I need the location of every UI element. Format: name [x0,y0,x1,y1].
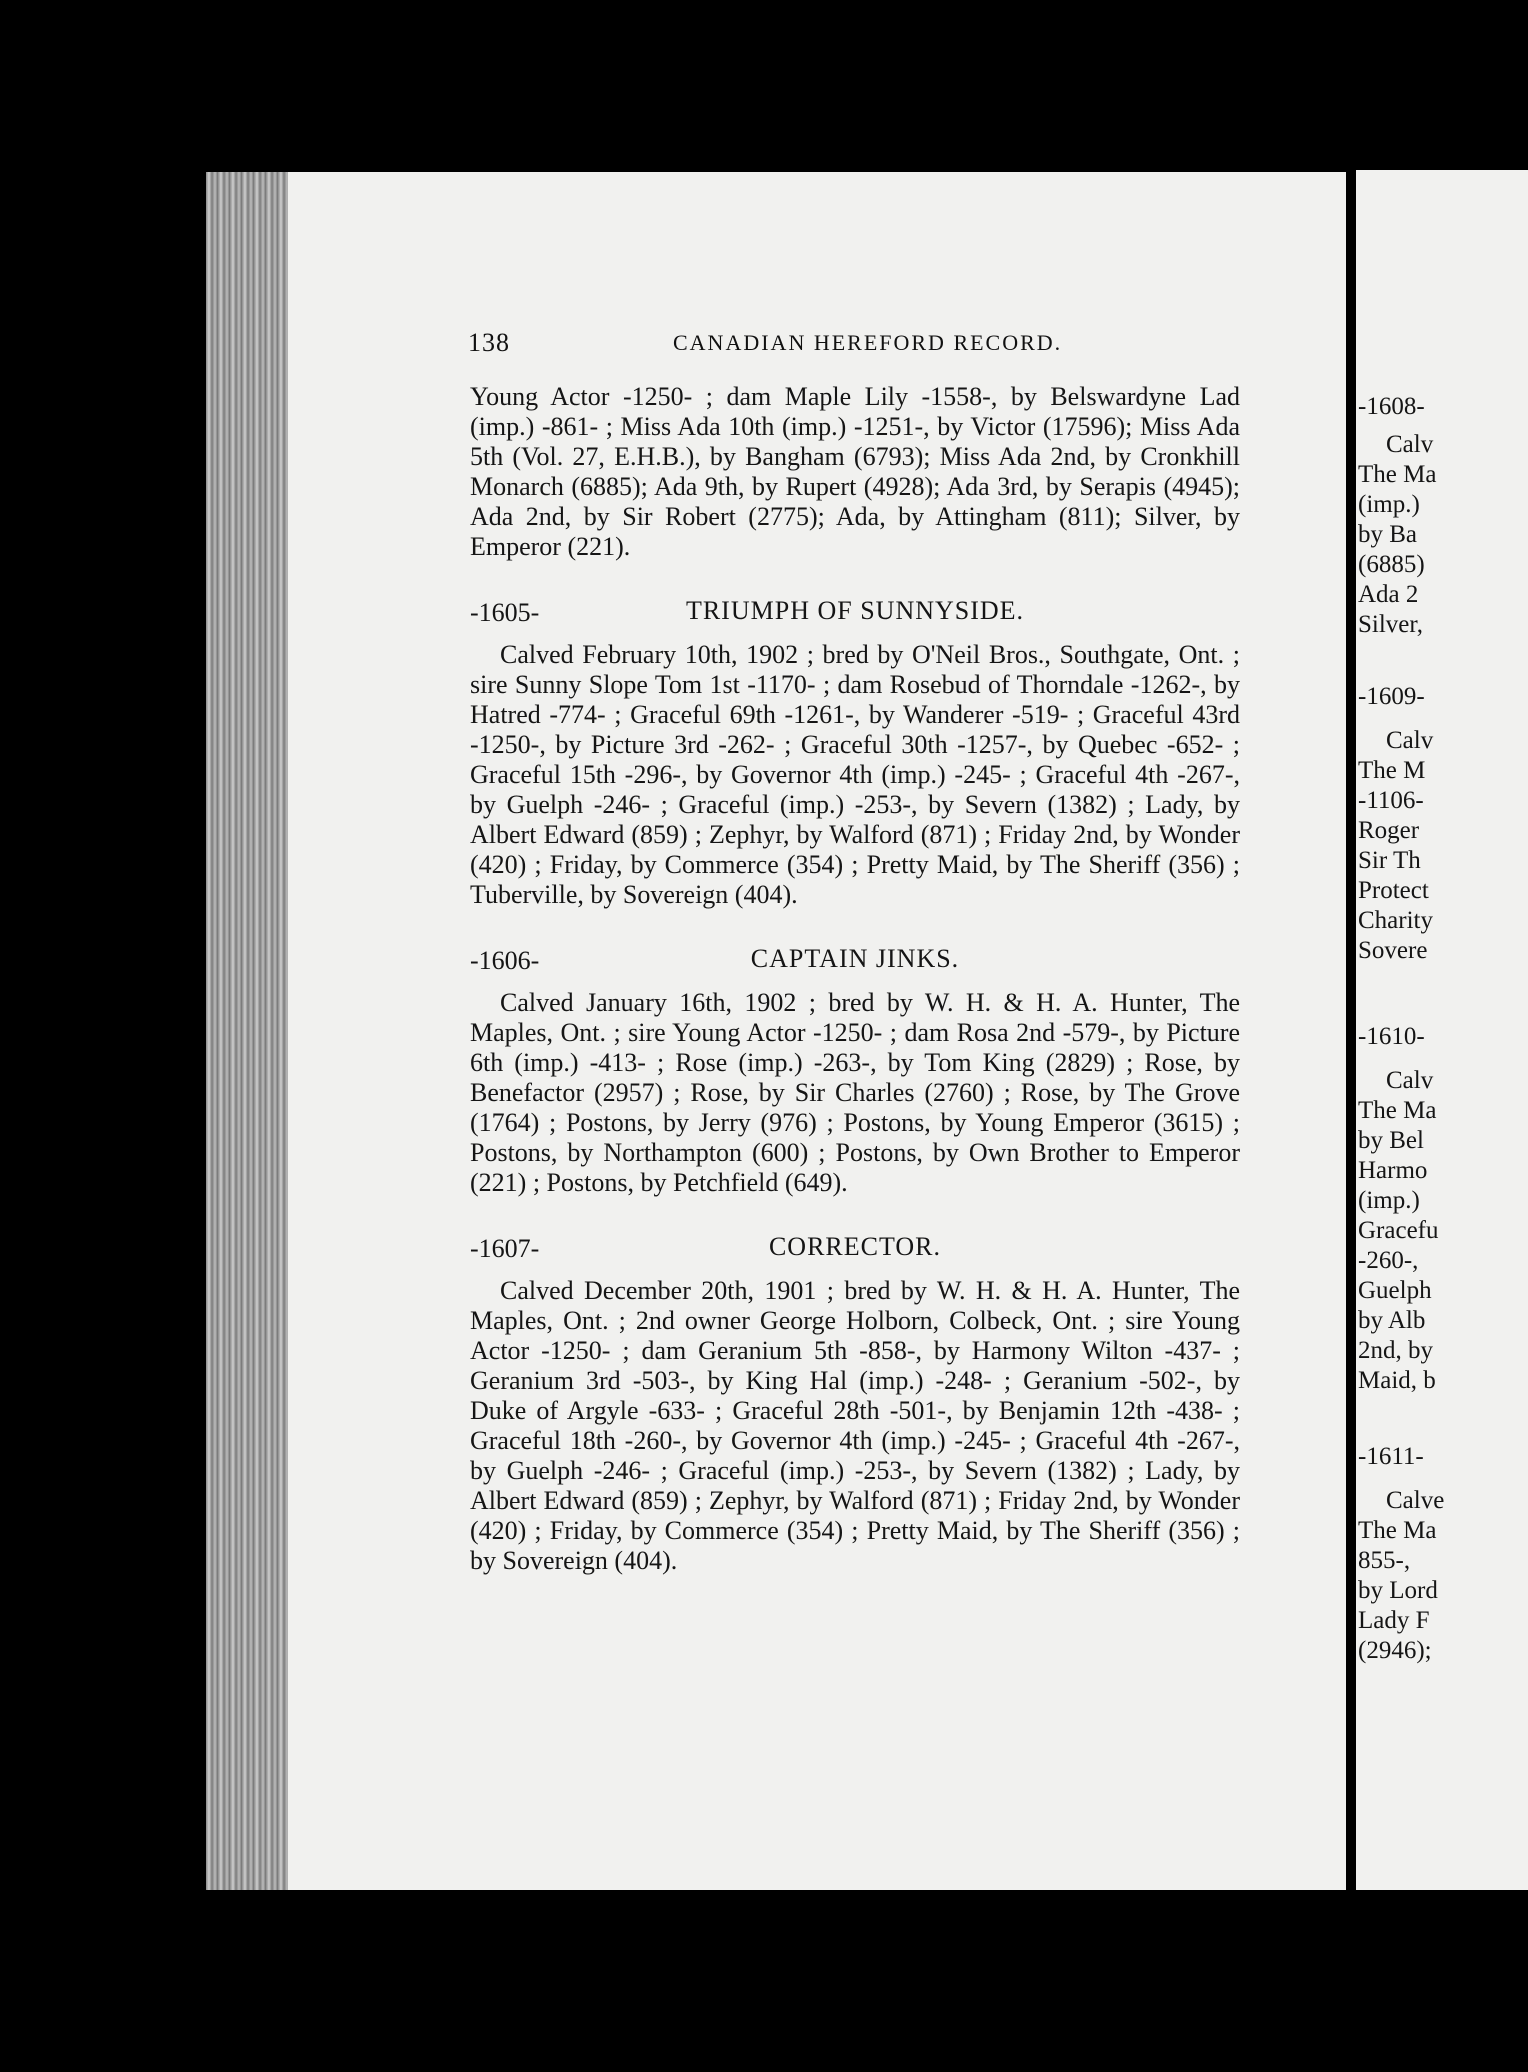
right-fragment-line: Calv [1386,1067,1434,1094]
right-fragment-line: by Lord [1358,1577,1438,1604]
entry-heading [470,1232,1240,1266]
right-fragment-line: Gracefu [1358,1217,1439,1244]
right-fragment-line: Calv [1386,431,1434,458]
right-fragment-line: (imp.) [1358,491,1420,518]
right-fragment-block [1358,1022,1439,1396]
entry-number: -1605- [470,598,540,627]
right-fragment-line: Silver, [1358,611,1423,638]
running-title: CANADIAN HEREFORD RECORD. [673,330,1063,355]
entry-text: Calved December 20th, 1901 ; bred by W. H. & H. A. Hunter, The Maples, Ont. ; 2nd owner George Holborn, Colbeck, Ont. ; sire Young Actor -1250- ; dam Geranium 5th -858-, by Harmony Wilton -437- ; Geranium 3rd -503-, by King Hal (imp.) -248- ; Geranium -502-, by Duke of Argyle -633- ; Graceful 28th -501-, by Benjamin 12th -438- ; Graceful 18th -260-, by Governor 4th (imp.) -245- ; Graceful 4th -267-, by Guelph -246- ; Graceful (imp.) -253-, by Severn (1382) ; Lady, by Albert Edward (859) ; Zephyr, by Walford (871) ; Friday 2nd, by Wonder (420) ; Friday, by Commerce (354) ; Pretty Maid, by The Sheriff (356) ; by Sovereign (404). [470,1276,1240,1575]
entry-name: CAPTAIN JINKS. [750,944,960,973]
entry-name: CORRECTOR. [768,1232,942,1261]
right-fragment-line: -1611- [1358,1443,1424,1470]
right-fragment-line: Calve [1386,1487,1445,1514]
entry-text: Calved February 10th, 1902 ; bred by O'Neil Bros., Southgate, Ont. ; sire Sunny Slope Tom 1st -1170- ; dam Rosebud of Thorndale -1262-, by Hatred -774- ; Graceful 69th -1261-, by Wanderer -519- ; Graceful 43rd -1250-, by Picture 3rd -262- ; Graceful 30th -1257-, by Quebec -652- ; Graceful 15th -296-, by Governor 4th (imp.) -245- ; Graceful 4th -267-, by Guelph -246- ; Graceful (imp.) -253-, by Severn (1382) ; Lady, by Albert Edward (859) ; Zephyr, by Walford (871) ; Friday 2nd, by Wonder (420) ; Friday, by Commerce (354) ; Pretty Maid, by The Sheriff (356) ; Tuberville, by Sovereign (404). [470,640,1240,909]
right-fragment-line: -1608- [1358,393,1425,420]
continuation-paragraph: Young Actor -1250- ; dam Maple Lily -1558-, by Belswardyne Lad (imp.) -861- ; Miss Ada 10th (imp.) -1251-, by Victor (17596); Miss Ada 5th (Vol. 27, E.H.B.), by Bangham (6793); Miss Ada 2nd, by Cronkhill Monarch (6885); Ada 9th, by Rupert (4928); Ada 3rd, by Serapis (4945); Ada 2nd, by Sir Robert (2775); Ada, by Attingham (811); Silver, by Emperor (221). [470,382,1240,561]
right-fragment-line: 855-, [1358,1547,1411,1574]
right-fragment-line: Maid, b [1358,1367,1436,1394]
entry-heading [470,944,1240,978]
text-column [470,382,1240,1576]
right-fragment-line: 2nd, by [1358,1337,1433,1364]
right-fragment-line: Protect [1358,877,1429,904]
right-fragment-line: Ada 2 [1358,581,1419,608]
right-fragment-line: -1610- [1358,1023,1425,1050]
right-fragment-line: Guelph [1358,1277,1432,1304]
right-fragment-line: (imp.) [1358,1187,1420,1214]
right-fragment-line: The Ma [1358,1097,1437,1124]
right-fragment-block [1358,682,1433,966]
right-fragment-line: Sir Th [1358,847,1421,874]
right-fragment-line: by Alb [1358,1307,1426,1334]
entry-heading [470,596,1240,630]
right-fragment-block [1358,392,1436,640]
right-fragment-block [1358,1442,1444,1666]
entry-number: -1606- [470,946,540,975]
right-page [1356,170,1528,1890]
right-fragment-line: Harmo [1358,1157,1428,1184]
book-gutter [1346,172,1356,1890]
right-fragment-line: Roger [1358,817,1420,844]
right-fragment-line: -1106- [1358,787,1424,814]
book-page-edges [206,172,288,1890]
running-head [468,328,1258,368]
right-fragment-line: Sovere [1358,937,1428,964]
right-fragment-line: The Ma [1358,461,1437,488]
right-fragment-line: -260-, [1358,1247,1419,1274]
right-fragment-line: (6885) [1358,551,1425,578]
right-fragment-line: The M [1358,757,1426,784]
right-fragment-line: Lady F [1358,1607,1430,1634]
right-fragment-line: -1609- [1358,683,1425,710]
right-fragment-line: by Bel [1358,1127,1424,1154]
right-fragment-line: (2946); [1358,1637,1432,1664]
right-fragment-line: The Ma [1358,1517,1437,1544]
right-fragment-line: Charity [1358,907,1433,934]
right-fragment-line: by Ba [1358,521,1418,548]
page-number: 138 [468,328,510,357]
entry-name: TRIUMPH OF SUNNYSIDE. [685,596,1025,625]
entry-text: Calved January 16th, 1902 ; bred by W. H. & H. A. Hunter, The Maples, Ont. ; sire Young Actor -1250- ; dam Rosa 2nd -579-, by Picture 6th (imp.) -413- ; Rose (imp.) -263-, by Tom King (2829) ; Rose, by Benefactor (2957) ; Rose, by Sir Charles (2760) ; Rose, by The Grove (1764) ; Postons, by Jerry (976) ; Postons, by Young Emperor (3615) ; Postons, by Northampton (600) ; Postons, by Own Brother to Emperor (221) ; Postons, by Petchfield (649). [470,988,1240,1197]
entry-number: -1607- [470,1234,540,1263]
right-fragment-line: Calv [1386,727,1434,754]
